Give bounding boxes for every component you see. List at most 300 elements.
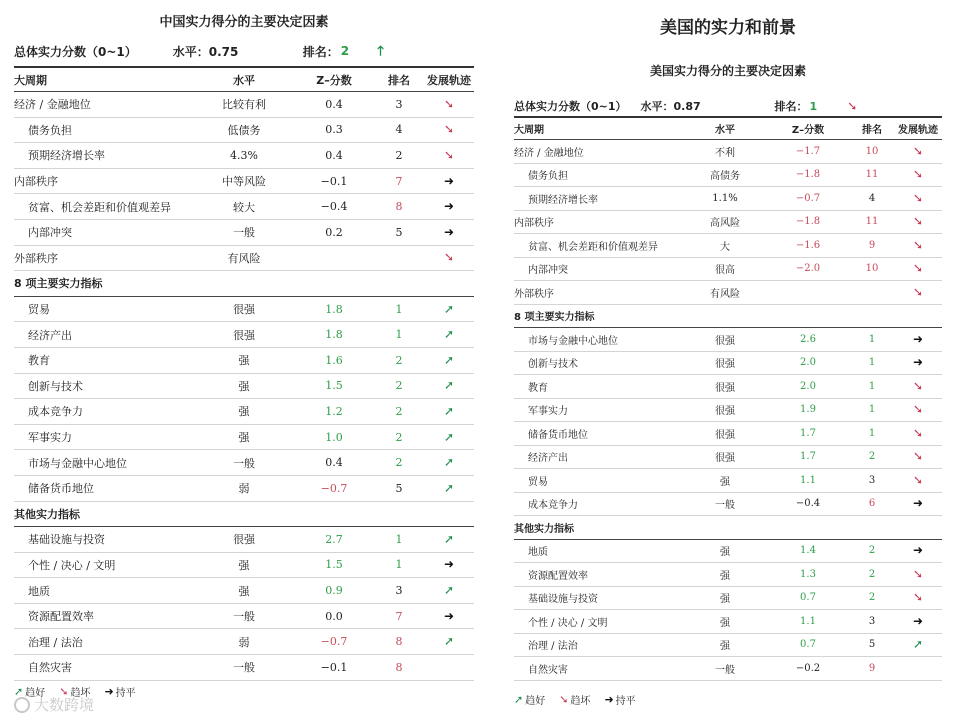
factor-trend xyxy=(894,333,942,346)
section-header xyxy=(14,271,474,297)
china-header-row xyxy=(14,68,474,92)
section-title: 其他实力指标 xyxy=(14,507,80,521)
table-row xyxy=(514,657,942,681)
factor-trend xyxy=(894,615,942,628)
arrow-down-right-icon: ➘ xyxy=(912,378,924,393)
arrow-right-icon: ➜ xyxy=(912,355,924,370)
factor-level: 弱 xyxy=(238,635,250,649)
factor-name: 预期经济增长率 xyxy=(28,149,105,163)
factor-z-score: −0.2 xyxy=(795,662,821,674)
factor-name: 外部秩序 xyxy=(514,288,554,300)
legend-label: 趋坏 xyxy=(570,696,591,707)
table-row xyxy=(14,655,474,681)
factor-z-score: 0.7 xyxy=(800,592,816,604)
arrow-down-right-icon: ➘ xyxy=(912,261,924,276)
header-trend: 发展轨迹 xyxy=(898,125,938,136)
factor-level: 大 xyxy=(720,241,730,253)
factor-name: 个性 / 决心 / 文明 xyxy=(528,617,608,629)
usa-rank-label: 排名： xyxy=(774,100,808,113)
factor-trend xyxy=(424,303,474,316)
arrow-right-icon: ➜ xyxy=(443,557,455,572)
arrow-up-right-icon: ➚ xyxy=(443,301,455,316)
china-score-rank xyxy=(303,43,384,60)
factor-trend xyxy=(894,262,942,275)
arrow-down-right-icon: ➘ xyxy=(443,250,455,265)
factor-rank: 1 xyxy=(395,532,403,546)
table-row xyxy=(14,476,474,502)
table-row xyxy=(514,446,942,470)
legend-item-flat xyxy=(104,684,135,699)
factor-z-score: 1.5 xyxy=(325,379,343,393)
factor-rank: 2 xyxy=(395,353,403,367)
usa-heading: 美国的实力和前景 xyxy=(660,18,796,38)
factor-trend xyxy=(424,482,474,495)
factor-name: 自然灾害 xyxy=(28,661,72,675)
header-name: 大周期 xyxy=(514,125,544,136)
factor-trend xyxy=(894,168,942,181)
factor-name: 贫富、机会差距和价值观差异 xyxy=(528,241,658,253)
arrow-up-right-icon: ➚ xyxy=(443,352,455,367)
factor-name: 内部秩序 xyxy=(514,218,554,230)
factor-level: 高风险 xyxy=(710,218,740,230)
factor-level: 很强 xyxy=(715,335,735,347)
factor-rank: 1 xyxy=(395,558,403,572)
factor-trend xyxy=(894,544,942,557)
factor-z-score: −0.7 xyxy=(320,481,348,495)
arrow-up-right-icon: ➚ xyxy=(514,693,524,706)
factor-z-score: 0.4 xyxy=(325,456,343,470)
factor-z-score: −0.7 xyxy=(320,635,348,649)
table-row xyxy=(514,375,942,399)
arrow-right-icon: ➜ xyxy=(912,613,924,628)
arrow-up-right-icon: ➚ xyxy=(912,637,924,652)
factor-z-score: 2.0 xyxy=(800,380,816,392)
usa-score-rank xyxy=(775,98,858,114)
factor-trend xyxy=(424,354,474,367)
section-title: 其他实力指标 xyxy=(514,523,574,535)
factor-z-score: 1.1 xyxy=(800,615,816,627)
factor-name: 成本竞争力 xyxy=(528,500,578,512)
factor-level: 强 xyxy=(238,431,250,445)
arrow-up-right-icon: ➚ xyxy=(443,429,455,444)
table-row xyxy=(514,634,942,658)
factor-name: 资源配置效率 xyxy=(28,610,94,624)
factor-z-score: 1.9 xyxy=(800,404,816,416)
factor-z-score: −1.8 xyxy=(795,169,821,181)
factor-z-score: 0.4 xyxy=(325,148,343,162)
china-score-level: 水平：0.75 xyxy=(172,44,239,59)
factor-name: 自然灾害 xyxy=(528,664,568,676)
factor-rank: 2 xyxy=(868,592,876,604)
factor-trend xyxy=(894,145,942,158)
arrow-up-right-icon: ➚ xyxy=(443,327,455,342)
usa-score-label: 总体实力分数（0~1） xyxy=(514,100,627,113)
factor-level: 一般 xyxy=(233,610,255,624)
usa-table-body xyxy=(514,140,942,681)
china-table-title: 中国实力得分的主要决定因素 xyxy=(159,15,329,30)
factor-level: 有风险 xyxy=(227,251,261,265)
factor-rank: 7 xyxy=(395,609,403,623)
factor-trend xyxy=(894,450,942,463)
table-row xyxy=(14,92,474,118)
factor-trend xyxy=(894,638,942,651)
factor-trend xyxy=(424,98,474,111)
arrow-down-right-icon: ➘ xyxy=(912,449,924,464)
table-row xyxy=(514,140,942,164)
factor-level: 强 xyxy=(238,379,250,393)
header-z: Z–分数 xyxy=(791,125,825,136)
arrow-right-icon: ➜ xyxy=(443,608,455,623)
table-row xyxy=(514,610,942,634)
section-title: 8 项主要实力指标 xyxy=(14,277,103,291)
factor-name: 贫富、机会差距和价值观差异 xyxy=(28,200,171,214)
factor-level: 强 xyxy=(720,641,730,653)
table-row xyxy=(14,374,474,400)
factor-name: 市场与金融中心地位 xyxy=(528,335,618,347)
arrow-down-right-icon: ➘ xyxy=(443,147,455,162)
factor-level: 不利 xyxy=(715,147,735,159)
factor-trend xyxy=(894,591,942,604)
factor-z-score: −0.1 xyxy=(320,660,348,674)
factor-z-score: 1.8 xyxy=(325,328,343,342)
usa-score-line xyxy=(514,96,942,118)
factor-name: 内部冲突 xyxy=(28,226,72,240)
arrow-up-right-icon: ➚ xyxy=(443,634,455,649)
factor-z-score: −1.8 xyxy=(795,216,821,228)
factor-rank: 1 xyxy=(868,404,876,416)
arrow-down-right-icon: ➘ xyxy=(559,693,569,706)
arrow-up-right-icon: ➚ xyxy=(443,531,455,546)
table-row xyxy=(514,281,942,305)
watermark xyxy=(14,694,94,715)
arrow-up-right-icon: ➚ xyxy=(443,455,455,470)
section-header xyxy=(514,516,942,540)
factor-level: 很高 xyxy=(715,265,735,277)
factor-rank: 2 xyxy=(868,568,876,580)
arrow-down-right-icon: ➘ xyxy=(912,143,924,158)
table-row xyxy=(14,246,474,272)
factor-level: 一般 xyxy=(233,661,255,675)
factor-z-score: 2.7 xyxy=(325,532,343,546)
factor-name: 创新与技术 xyxy=(28,379,83,393)
header-trend: 发展轨迹 xyxy=(427,73,471,87)
factor-level: 强 xyxy=(238,558,250,572)
table-row xyxy=(514,469,942,493)
factor-z-score: 0.3 xyxy=(325,123,343,137)
arrow-up-right-icon: ➚ xyxy=(443,378,455,393)
factor-level: 很强 xyxy=(233,533,255,547)
factor-z-score: 1.5 xyxy=(325,558,343,572)
factor-trend xyxy=(424,558,474,571)
factor-level: 很强 xyxy=(715,453,735,465)
factor-rank: 1 xyxy=(868,333,876,345)
arrow-down-right-icon: ➘ xyxy=(912,472,924,487)
factor-level: 4.3% xyxy=(230,148,258,162)
factor-name: 内部秩序 xyxy=(14,175,58,189)
factor-z-score: −2.0 xyxy=(795,263,821,275)
header-rank: 排名 xyxy=(388,73,410,87)
table-row xyxy=(514,164,942,188)
factor-name: 储备货币地位 xyxy=(28,482,94,496)
factor-level: 一般 xyxy=(715,500,735,512)
table-row xyxy=(14,553,474,579)
factor-trend xyxy=(424,584,474,597)
factor-rank: 3 xyxy=(395,97,403,111)
table-row xyxy=(14,425,474,451)
factor-level: 强 xyxy=(238,405,250,419)
factor-level: 一般 xyxy=(233,456,255,470)
factor-name: 贸易 xyxy=(528,476,548,488)
factor-name: 成本竞争力 xyxy=(28,405,83,419)
factor-z-score: −0.4 xyxy=(320,200,348,214)
table-row xyxy=(514,328,942,352)
factor-z-score: 0.2 xyxy=(325,225,343,239)
factor-rank: 9 xyxy=(868,662,876,674)
table-row xyxy=(514,540,942,564)
factor-level: 很强 xyxy=(715,406,735,418)
china-score-label: 总体实力分数（0~1） xyxy=(14,44,137,59)
factor-trend xyxy=(894,474,942,487)
factor-name: 市场与金融中心地位 xyxy=(28,456,127,470)
factor-level: 强 xyxy=(238,584,250,598)
table-row xyxy=(14,118,474,144)
factor-name: 基础设施与投资 xyxy=(528,594,598,606)
header-name: 大周期 xyxy=(14,73,47,87)
factor-rank: 9 xyxy=(868,239,876,251)
usa-score-level: 水平：0.87 xyxy=(640,100,701,113)
arrow-down-right-icon: ➘ xyxy=(912,190,924,205)
factor-name: 内部冲突 xyxy=(528,265,568,277)
factor-trend xyxy=(894,568,942,581)
factor-level: 很强 xyxy=(233,303,255,317)
factor-rank: 3 xyxy=(395,584,403,598)
header-level: 水平 xyxy=(233,73,255,87)
table-row xyxy=(14,450,474,476)
factor-name: 基础设施与投资 xyxy=(28,533,105,547)
factor-trend xyxy=(894,192,942,205)
factor-z-score: 0.4 xyxy=(325,97,343,111)
factor-rank: 4 xyxy=(868,192,876,204)
table-row xyxy=(514,352,942,376)
factor-level: 强 xyxy=(720,476,730,488)
table-row xyxy=(514,234,942,258)
header-z: Z–分数 xyxy=(316,73,352,87)
factor-rank: 1 xyxy=(868,427,876,439)
factor-rank: 2 xyxy=(868,545,876,557)
factor-name: 经济产出 xyxy=(28,328,72,342)
table-row xyxy=(14,348,474,374)
factor-z-score: −0.7 xyxy=(795,192,821,204)
arrow-down-right-icon: ➘ xyxy=(912,284,924,299)
arrow-right-icon: ➜ xyxy=(443,224,455,239)
table-row xyxy=(514,587,942,611)
factor-z-score: −0.1 xyxy=(320,174,348,188)
factor-level: 一般 xyxy=(233,226,255,240)
legend-item-down xyxy=(559,692,590,707)
factor-rank: 4 xyxy=(395,123,403,137)
factor-z-score: 1.6 xyxy=(325,353,343,367)
factor-name: 军事实力 xyxy=(28,431,72,445)
factor-rank: 3 xyxy=(868,615,876,627)
factor-trend xyxy=(424,123,474,136)
section-header xyxy=(514,305,942,329)
factor-rank: 11 xyxy=(865,169,879,181)
arrow-up-right-icon: ➚ xyxy=(443,480,455,495)
factor-name: 治理 / 法治 xyxy=(528,641,578,653)
section-title: 8 项主要实力指标 xyxy=(514,312,595,324)
factor-z-score: 1.4 xyxy=(800,545,816,557)
factor-name: 地质 xyxy=(528,547,548,559)
table-row xyxy=(14,629,474,655)
factor-rank: 11 xyxy=(865,216,879,228)
factor-rank: 2 xyxy=(395,379,403,393)
factor-trend xyxy=(894,239,942,252)
factor-z-score: −1.6 xyxy=(795,239,821,251)
legend-label: 持平 xyxy=(115,688,136,699)
watermark-text: 大数跨境 xyxy=(34,696,95,714)
factor-z-score: 1.0 xyxy=(325,430,343,444)
factor-level: 很强 xyxy=(233,328,255,342)
table-row xyxy=(514,399,942,423)
factor-trend xyxy=(424,431,474,444)
factor-trend xyxy=(424,533,474,546)
factor-z-score: −0.4 xyxy=(795,498,821,510)
table-row xyxy=(514,258,942,282)
factor-trend xyxy=(424,200,474,213)
factor-level: 很强 xyxy=(715,359,735,371)
arrow-down-right-icon: ➘ xyxy=(443,96,455,111)
section-header xyxy=(14,502,474,528)
table-row xyxy=(14,604,474,630)
table-row xyxy=(514,422,942,446)
arrow-down-right-icon: ➘ xyxy=(847,99,858,113)
arrow-down-right-icon: ➘ xyxy=(912,425,924,440)
factor-rank: 2 xyxy=(868,451,876,463)
factor-trend xyxy=(424,149,474,162)
china-rank-label: 排名： xyxy=(302,44,339,59)
factor-rank: 1 xyxy=(868,357,876,369)
factor-trend xyxy=(424,610,474,623)
arrow-right-icon: ➜ xyxy=(604,693,614,706)
factor-rank: 5 xyxy=(395,225,403,239)
factor-name: 外部秩序 xyxy=(14,251,58,265)
arrow-up-right-icon: ➚ xyxy=(443,403,455,418)
factor-level: 强 xyxy=(720,547,730,559)
factor-rank: 3 xyxy=(868,474,876,486)
factor-level: 中等风险 xyxy=(222,175,266,189)
factor-trend xyxy=(894,286,942,299)
factor-name: 个性 / 决心 / 文明 xyxy=(28,558,116,572)
table-row xyxy=(14,578,474,604)
factor-trend xyxy=(894,403,942,416)
factor-level: 1.1% xyxy=(712,192,738,204)
factor-name: 贸易 xyxy=(28,303,50,317)
factor-trend xyxy=(894,427,942,440)
factor-level: 有风险 xyxy=(710,288,740,300)
factor-z-score: 1.3 xyxy=(800,568,816,580)
factor-rank: 2 xyxy=(395,456,403,470)
factor-level: 强 xyxy=(720,594,730,606)
factor-trend xyxy=(894,356,942,369)
factor-rank: 1 xyxy=(395,328,403,342)
table-row xyxy=(514,563,942,587)
china-panel xyxy=(14,10,474,681)
factor-name: 军事实力 xyxy=(528,406,568,418)
factor-level: 一般 xyxy=(715,664,735,676)
table-row xyxy=(14,169,474,195)
table-row xyxy=(14,194,474,220)
factor-name: 资源配置效率 xyxy=(528,570,588,582)
legend-item-flat xyxy=(604,692,635,707)
arrow-right-icon: ➜ xyxy=(104,685,114,698)
factor-trend xyxy=(424,226,474,239)
factor-rank: 5 xyxy=(395,481,403,495)
factor-z-score: 2.6 xyxy=(800,333,816,345)
factor-rank: 8 xyxy=(395,200,403,214)
factor-z-score: −1.7 xyxy=(795,145,821,157)
factor-name: 经济 / 金融地位 xyxy=(514,147,584,159)
usa-panel xyxy=(514,10,942,681)
factor-name: 经济 / 金融地位 xyxy=(14,98,91,112)
factor-z-score: 0.7 xyxy=(800,639,816,651)
arrow-down-right-icon: ➘ xyxy=(443,122,455,137)
usa-table-title: 美国实力得分的主要决定因素 xyxy=(649,64,806,78)
factor-name: 治理 / 法治 xyxy=(28,635,83,649)
factor-rank: 10 xyxy=(865,145,879,157)
arrow-down-right-icon: ➘ xyxy=(912,214,924,229)
header-level: 水平 xyxy=(715,125,735,136)
arrow-up-right-icon: ➚ xyxy=(443,583,455,598)
table-row xyxy=(14,220,474,246)
table-row xyxy=(514,493,942,517)
factor-level: 强 xyxy=(238,354,250,368)
factor-z-score: 1.8 xyxy=(325,302,343,316)
factor-name: 地质 xyxy=(28,584,50,598)
factor-level: 很强 xyxy=(715,429,735,441)
factor-trend xyxy=(424,175,474,188)
factor-rank: 1 xyxy=(868,380,876,392)
factor-name: 教育 xyxy=(28,354,50,368)
table-row xyxy=(14,143,474,169)
factor-trend xyxy=(894,497,942,510)
arrow-down-right-icon: ➘ xyxy=(912,237,924,252)
factor-level: 高债务 xyxy=(710,171,740,183)
factor-name: 经济产出 xyxy=(528,453,568,465)
factor-rank: 1 xyxy=(395,302,403,316)
factor-name: 债务负担 xyxy=(28,123,72,137)
factor-rank: 2 xyxy=(395,404,403,418)
factor-name: 债务负担 xyxy=(528,171,568,183)
usa-legend xyxy=(514,692,644,707)
table-row xyxy=(514,187,942,211)
factor-z-score: 0.0 xyxy=(325,609,343,623)
factor-name: 预期经济增长率 xyxy=(528,194,598,206)
table-row xyxy=(14,399,474,425)
header-rank: 排名 xyxy=(862,125,882,136)
factor-level: 强 xyxy=(720,617,730,629)
arrow-right-icon: ➜ xyxy=(912,543,924,558)
factor-level: 弱 xyxy=(238,482,250,496)
factor-trend xyxy=(424,379,474,392)
factor-rank: 8 xyxy=(395,635,403,649)
factor-rank: 6 xyxy=(868,498,876,510)
factor-trend xyxy=(424,328,474,341)
factor-rank: 5 xyxy=(868,639,876,651)
watermark-logo-icon xyxy=(14,697,30,713)
arrow-down-right-icon: ➘ xyxy=(912,590,924,605)
factor-trend xyxy=(894,380,942,393)
arrow-down-right-icon: ➘ xyxy=(912,402,924,417)
